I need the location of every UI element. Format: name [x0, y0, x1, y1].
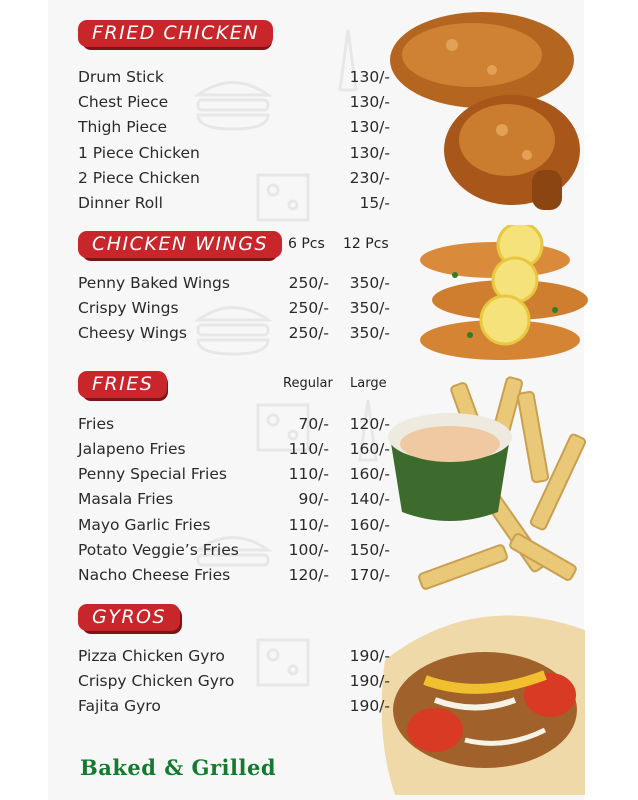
gyro-image	[375, 600, 588, 800]
cheese-doodle-icon	[258, 175, 308, 220]
section-title-fried-chicken: FRIED CHICKEN	[78, 20, 273, 47]
column-header-regular: Regular	[283, 376, 333, 391]
column-header-large: Large	[350, 376, 387, 391]
column-header-12-pcs: 12 Pcs	[343, 236, 389, 252]
fried-chicken-image	[382, 0, 588, 215]
chicken-wings-image	[415, 225, 588, 365]
section-title-fries: FRIES	[78, 371, 167, 398]
fries-image	[385, 372, 588, 592]
column-header-6-pcs: 6 Pcs	[288, 236, 325, 252]
section-title-gyros: GYROS	[78, 604, 180, 631]
section-title-chicken-wings: CHICKEN WINGS	[78, 231, 282, 258]
burger-doodle-icon	[198, 83, 268, 96]
footer-tagline: Baked & Grilled	[80, 755, 277, 780]
